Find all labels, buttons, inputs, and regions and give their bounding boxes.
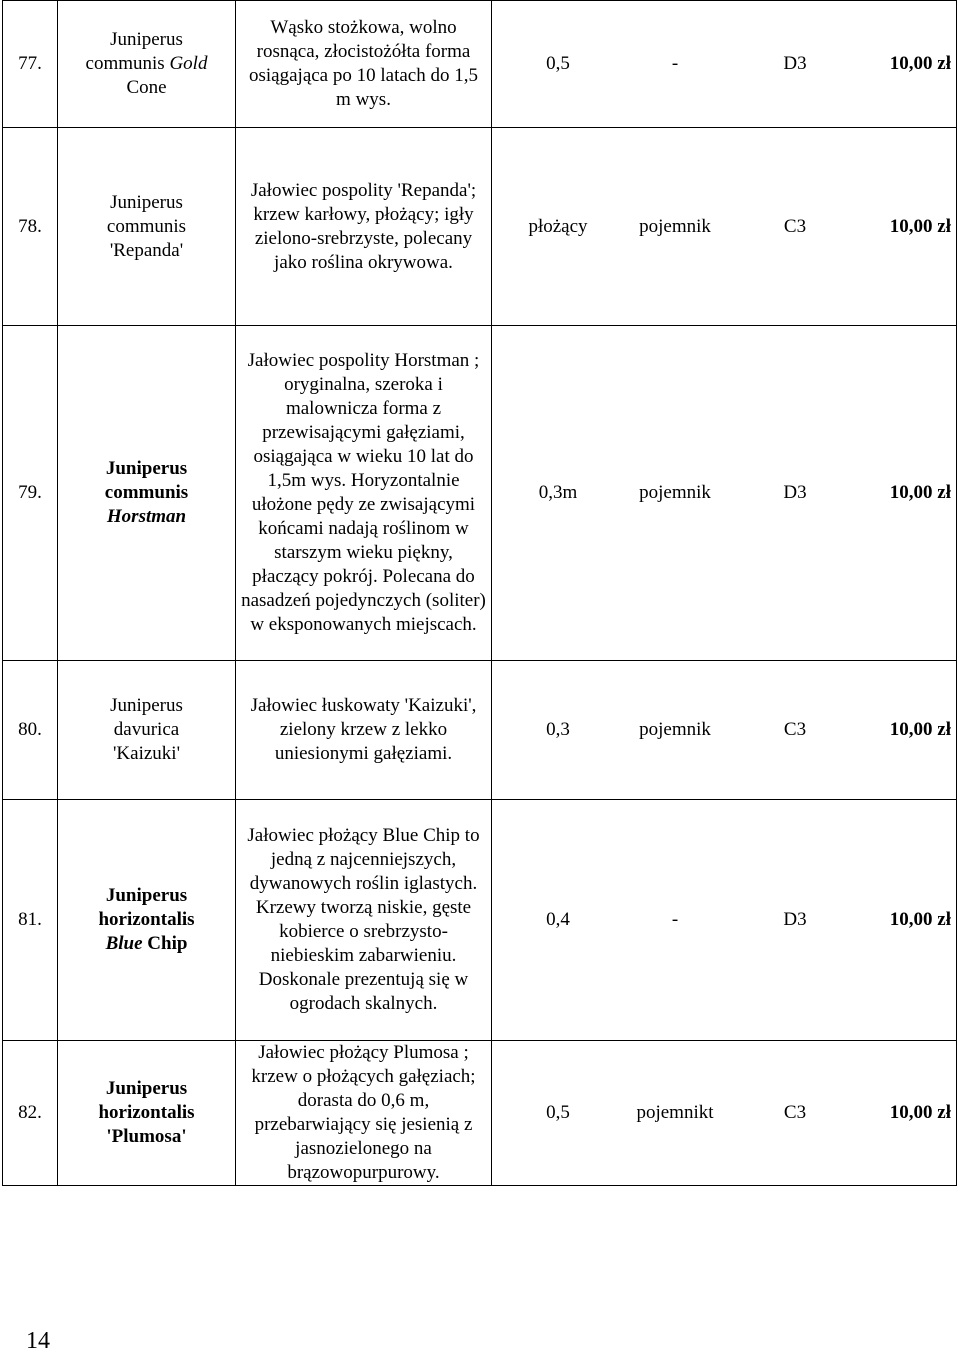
container-type: pojemnikt <box>636 1102 714 1123</box>
pot-grade: C3 <box>783 1102 807 1123</box>
plant-description: Jałowiec pospolity Horstman ; oryginalna, szeroka i malownicza forma z przewisającymi gałęziami, osiągająca w wieku 10 lat do 1,5m wys. Horyzontalnie ułożone pędy ze zwisającymi końcami nadają roślinom w starszym wieku piękny, płaczący pokrój. Polecana do nasadzeń pojedynczych (soliter) w eksponowanych miejscach. <box>236 326 492 661</box>
table-row <box>3 1 957 128</box>
container-type: - <box>671 909 679 930</box>
pot-grade: C3 <box>783 215 807 237</box>
plant-catalog-table <box>2 0 957 1186</box>
table-row <box>3 128 957 326</box>
plant-name: Juniperus communis Gold Cone <box>58 1 236 128</box>
price: 10,00 zł <box>889 482 951 503</box>
plant-name: Juniperus communis Horstman <box>58 326 236 661</box>
table-row <box>3 661 957 800</box>
price: 10,00 zł <box>889 909 951 930</box>
item-number: 79. <box>3 326 58 661</box>
table-row <box>3 1041 957 1186</box>
item-number: 78. <box>3 128 58 326</box>
table-row <box>3 326 957 661</box>
item-number: 82. <box>3 1041 58 1186</box>
pot-grade: D3 <box>783 482 807 503</box>
pot-grade: D3 <box>783 909 807 930</box>
page-number: 14 <box>26 1328 50 1354</box>
plant-name: Juniperus communis 'Repanda' <box>58 128 236 326</box>
plant-height: 0,4 <box>546 909 570 930</box>
plant-height: 0,5 <box>546 53 570 74</box>
plant-height: 0,3m <box>538 482 578 503</box>
plant-description: Jałowiec płożący Blue Chip to jedną z najcenniejszych, dywanowych roślin iglastych. Krzewy tworzą niskie, gęste kobierce o srebrzysto-niebieskim zabarwieniu. Doskonale prezentują się w ogrodach skalnych. <box>236 800 492 1041</box>
container-type: pojemnik <box>639 719 711 740</box>
plant-description: Jałowiec pospolity 'Repanda'; krzew karłowy, płożący; igły zielono-srebrzyste, polecany jako roślina okrywowa. <box>236 128 492 326</box>
price: 10,00 zł <box>889 53 951 74</box>
plant-name: Juniperus davurica 'Kaizuki' <box>58 661 236 800</box>
price: 10,00 zł <box>889 1102 951 1123</box>
container-type: - <box>671 53 679 74</box>
plant-description: Wąsko stożkowa, wolno rosnąca, złocistożółta forma osiągająca po 10 latach do 1,5 m wys. <box>236 1 492 128</box>
container-type: pojemnik <box>639 482 711 503</box>
price: 10,00 zł <box>889 215 951 237</box>
container-type: pojemnik <box>639 215 711 237</box>
pot-grade: C3 <box>783 719 807 740</box>
item-number: 77. <box>3 1 58 128</box>
price: 10,00 zł <box>889 719 951 740</box>
plant-height: 0,5 <box>546 1102 570 1123</box>
plant-height: płożący <box>528 215 588 237</box>
plant-description: Jałowiec płożący Plumosa ; krzew o płożących gałęziach; dorasta do 0,6 m, przebarwiający się jesienią z jasnozielonego na brązowopurpurowy. <box>236 1041 492 1186</box>
item-number: 81. <box>3 800 58 1041</box>
plant-name: Juniperus horizontalis 'Plumosa' <box>58 1041 236 1186</box>
plant-description: Jałowiec łuskowaty 'Kaizuki', zielony krzew z lekko uniesionymi gałęziami. <box>236 661 492 800</box>
table-row <box>3 800 957 1041</box>
plant-height: 0,3 <box>546 719 570 740</box>
plant-name: Juniperus horizontalis Blue Chip <box>58 800 236 1041</box>
pot-grade: D3 <box>783 53 807 74</box>
item-number: 80. <box>3 661 58 800</box>
